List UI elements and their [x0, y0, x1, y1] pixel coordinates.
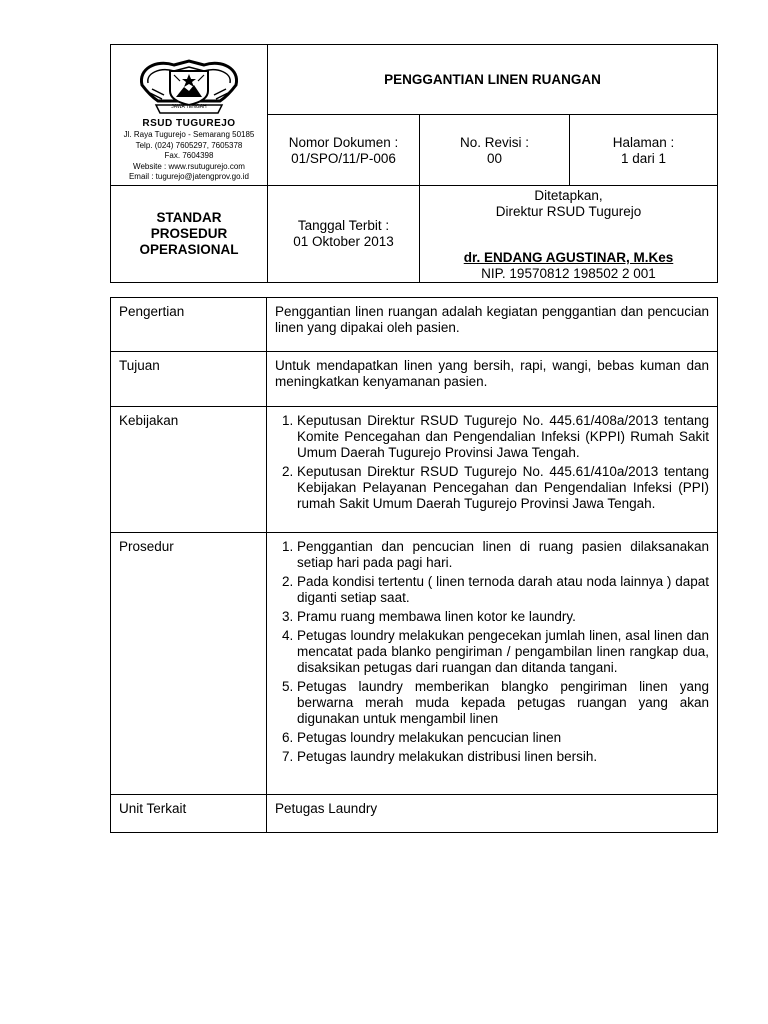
sop-header-table	[110, 44, 718, 283]
kebijakan-list	[275, 413, 709, 512]
prosedur-list	[275, 539, 709, 765]
unit-terkait-label: Unit Terkait	[111, 795, 267, 833]
list-item: 1. Keputusan Direktur RSUD Tugurejo No. 445.61/408a/2013 tentang Komite Pencegahan dan Pengendalian Infeksi (KPPI) Rumah Sakit Umum Daerah Tugurejo Provinsi Jawa Tengah.	[297, 413, 709, 461]
document-title: PENGGANTIAN LINEN RUANGAN	[268, 45, 718, 115]
table-row	[111, 352, 718, 407]
sop-line-3: OPERASIONAL	[139, 242, 239, 257]
list-item: 7. Petugas laundry melakukan distribusi linen bersih.	[297, 749, 709, 765]
tujuan-text: Untuk mendapatkan linen yang bersih, rapi, wangi, bebas kuman dan meningkatkan kenyamanan pasien.	[267, 352, 718, 407]
signature-cell	[420, 186, 718, 283]
nomor-dokumen-label: Nomor Dokumen :	[288, 135, 399, 150]
halaman-value: 1 dari 1	[620, 151, 667, 166]
unit-terkait-text: Petugas Laundry	[267, 795, 718, 833]
table-row	[111, 407, 718, 533]
logo-cell	[111, 45, 268, 186]
hospital-website: Website : www.rsutugurejo.com	[133, 161, 245, 171]
halaman-label: Halaman :	[612, 135, 675, 150]
hospital-fax: Fax. 7604398	[164, 151, 214, 160]
list-item: 4. Petugas loundry melakukan pengecekan jumlah linen, asal linen dan mencatat pada blanko pengiriman / pengambilan linen rangkap dua, disaksikan petugas dari ruangan dan ditanda tangani.	[297, 628, 709, 676]
hospital-name: RSUD TUGUREJO	[142, 118, 236, 129]
table-row	[111, 298, 718, 352]
list-item: 1. Penggantian dan pencucian linen di ruang pasien dilaksanakan setiap hari pada pagi hari.	[297, 539, 709, 571]
list-item: 5. Petugas laundry memberikan blangko pengiriman linen yang berwarna merah muda kepada petugas ruangan yang akan digunakan untuk mengambil linen	[297, 679, 709, 727]
nomor-dokumen-value: 01/SPO/11/P-006	[291, 151, 396, 166]
list-item: 2. Keputusan Direktur RSUD Tugurejo No. 445.61/410a/2013 tentang Kebijakan Pelayanan Pencegahan dan Pengendalian Infeksi (PPI) rumah Sakit Umum Daerah Tugurejo Provinsi Jawa Tengah.	[297, 464, 709, 512]
kebijakan-label: Kebijakan	[111, 407, 267, 533]
table-row	[111, 795, 718, 833]
revisi-label: No. Revisi :	[459, 135, 530, 150]
hospital-logo	[111, 45, 267, 183]
signatory-name: dr. ENDANG AGUSTINAR, M.Kes	[463, 250, 674, 265]
list-item: 2. Pada kondisi tertentu ( linen ternoda darah atau noda lainnya ) dapat diganti setiap saat.	[297, 574, 709, 606]
pengertian-label: Pengertian	[111, 298, 267, 352]
nomor-dokumen-cell	[268, 115, 420, 186]
seal-ribbon-text: JAWA TENGAH	[171, 104, 207, 110]
sop-content-table	[110, 297, 718, 833]
ditetapkan-text: Ditetapkan,	[534, 188, 603, 203]
list-item: 6. Petugas loundry melakukan pencucian linen	[297, 730, 709, 746]
revisi-cell	[420, 115, 570, 186]
sop-line-2: PROSEDUR	[150, 226, 228, 241]
sop-label-cell	[111, 186, 268, 283]
signatory-nip: NIP. 19570812 198502 2 001	[481, 266, 656, 281]
hospital-address: Jl. Raya Tugurejo - Semarang 50185	[123, 130, 255, 139]
prosedur-cell	[267, 533, 718, 795]
kebijakan-cell	[267, 407, 718, 533]
table-row	[111, 533, 718, 795]
tanggal-terbit-value: 01 Oktober 2013	[293, 234, 394, 249]
pengertian-text: Penggantian linen ruangan adalah kegiatan penggantian dan pencucian linen yang dipakai oleh pasien.	[267, 298, 718, 352]
hospital-email: Email : tugurejo@jatengprov.go.id	[128, 172, 250, 181]
list-item: 3. Pramu ruang membawa linen kotor ke laundry.	[297, 609, 709, 625]
sop-line-1: STANDAR	[156, 210, 222, 225]
signature-space	[420, 220, 717, 250]
direktur-text: Direktur RSUD Tugurejo	[495, 204, 642, 219]
tanggal-terbit-cell	[268, 186, 420, 283]
tujuan-label: Tujuan	[111, 352, 267, 407]
prosedur-label: Prosedur	[111, 533, 267, 795]
hospital-phone: Telp. (024) 7605297, 7605378	[135, 140, 243, 150]
revisi-value: 00	[486, 151, 503, 166]
halaman-cell	[570, 115, 718, 186]
tanggal-terbit-label: Tanggal Terbit :	[297, 218, 390, 233]
